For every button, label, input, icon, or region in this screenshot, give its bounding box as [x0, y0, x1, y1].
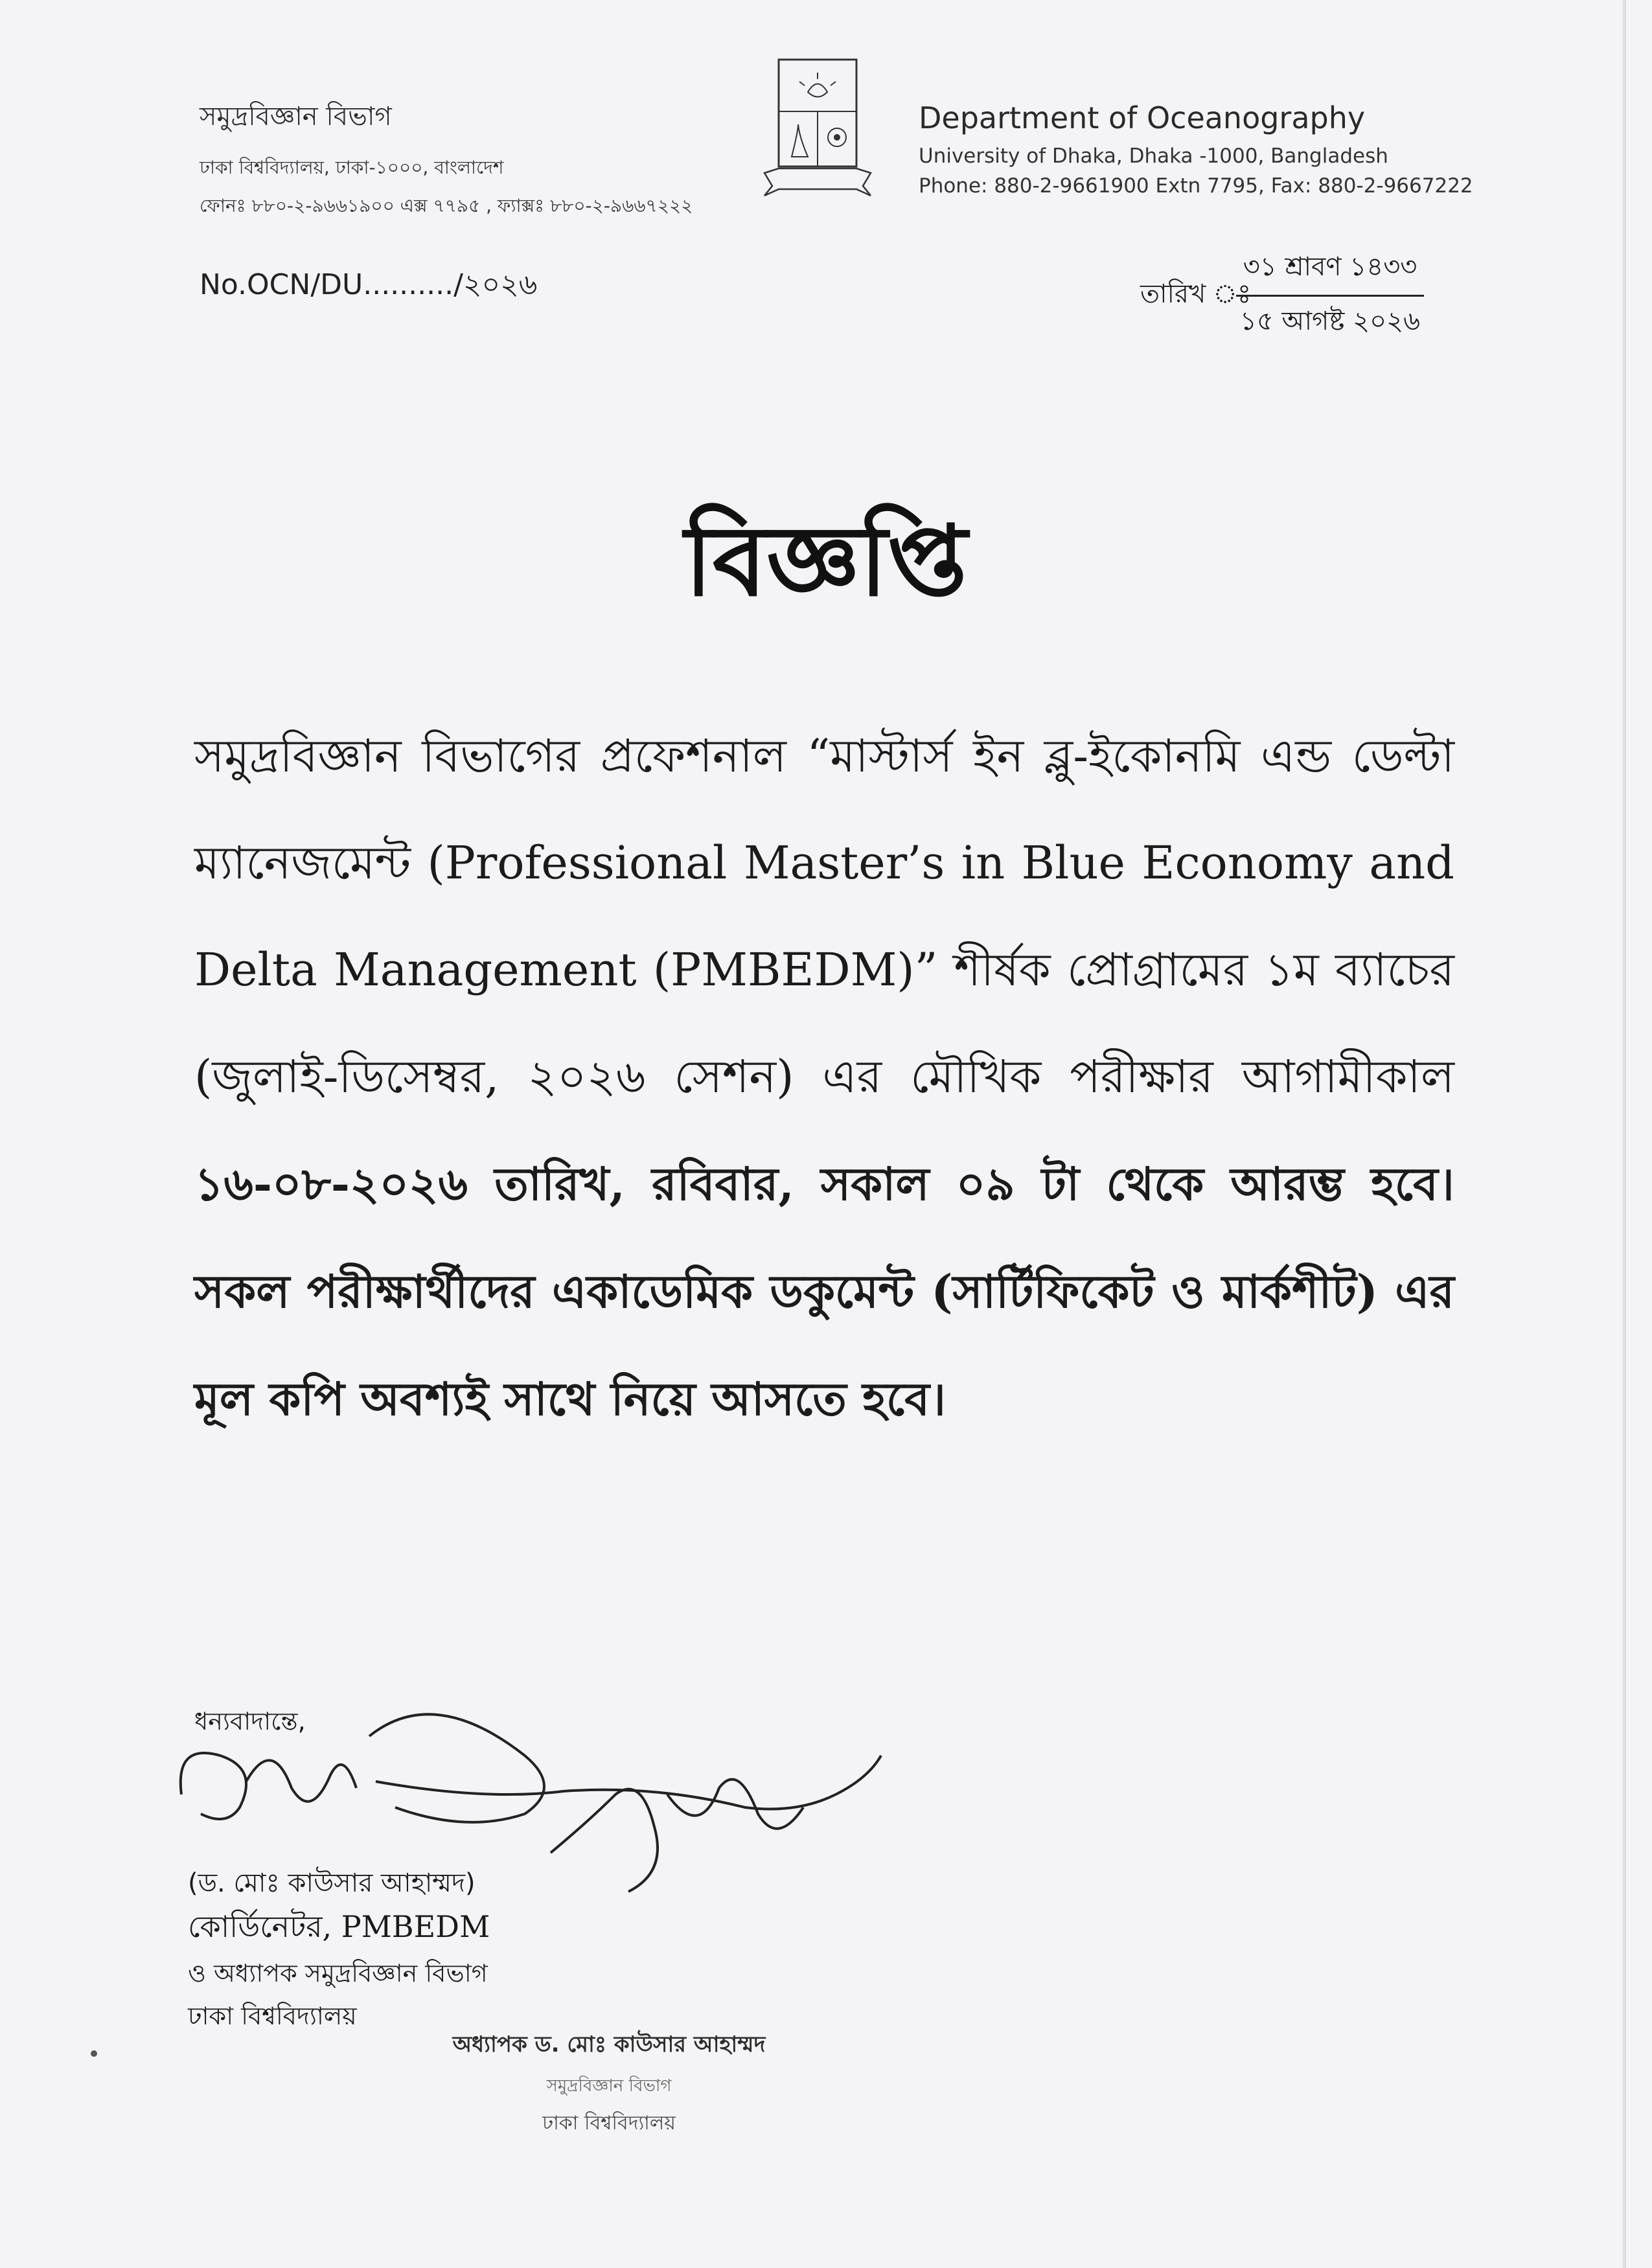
stamp-name: অধ্যাপক ড. মোঃ কাউসার আহাম্মদ — [452, 2032, 766, 2057]
english-calendar-date: ১৫ আগষ্ট ২০২৬ — [1239, 306, 1421, 336]
reference-number: No.OCN/DU........../২০২৬ — [200, 268, 538, 301]
address-bangla: ঢাকা বিশ্ববিদ্যালয়, ঢাকা-১০০০, বাংলাদেশ — [200, 157, 504, 178]
phone-bangla: ফোনঃ ৮৮০-২-৯৬৬১৯০০ এক্স ৭৭৯৫ , ফ্যাক্সঃ ৮৮০-২-৯৬৬৭২২২ — [200, 195, 693, 216]
notice-body — [194, 703, 1454, 1453]
signatory-university: ঢাকা বিশ্ববিদ্যালয় — [188, 2002, 357, 2030]
closing-thanks: ধন্যবাদান্তে, — [194, 1707, 306, 1735]
signatory-role: কোর্ডিনেটর, PMBEDM — [188, 1909, 490, 1944]
notice-body-text: সমুদ্রবিজ্ঞান বিভাগের প্রফেশনাল “মাস্টার্স ইন ব্লু-ইকোনমি এন্ড ডেল্টা ম্যানেজমেন্ট (Professional Master’s in Blue Economy and Delta Management (PMBEDM)” শীর্ষক প্রোগ্রামের ১ম ব্যাচের (জুলাই-ডিসেম্বর, ২০২৬ সেশন) এর মৌখিক পরীক্ষার আগামীকাল — [194, 729, 1454, 1103]
signatory-name: (ড. মোঃ কাউসার আহাম্মদ) — [188, 1868, 476, 1898]
date-label: তারিখ ঃ — [1140, 279, 1252, 309]
date-values — [1236, 245, 1424, 344]
header-left — [200, 96, 783, 222]
bangla-calendar-date: ৩১ শ্রাবণ ১৪৩৩ — [1236, 245, 1424, 297]
notice-title: বিজ্ঞপ্তি — [684, 505, 968, 618]
signatory-title: ও অধ্যাপক সমুদ্রবিজ্ঞান বিভাগ — [188, 1959, 488, 1987]
university-logo — [759, 53, 876, 202]
department-name-english: Department of Oceanography — [919, 100, 1366, 135]
scan-speck — [91, 2050, 97, 2057]
phone-english: Phone: 880-2-9661900 Extn 7795, Fax: 880-2-9667222 — [919, 174, 1473, 198]
header-right — [919, 100, 1599, 198]
date-block — [1140, 245, 1451, 336]
exam-date-and-instructions: ১৬-০৮-২০২৬ তারিখ, রবিবার, সকাল ০৯ টা থেকে আরম্ভ হবে। সকল পরীক্ষার্থীদের একাডেমিক ডকুমেন্ট (সার্টিফিকেট ও মার্কশীট) এর মূল কপি অবশ্যই সাথে নিয়ে আসতে হবে। — [194, 1157, 1454, 1426]
department-name-bangla: সমুদ্রবিজ্ঞান বিভাগ — [200, 102, 392, 132]
page-edge — [1622, 0, 1626, 2268]
address-english: University of Dhaka, Dhaka -1000, Bangladesh — [919, 144, 1388, 168]
official-stamp — [447, 2028, 771, 2140]
stamp-department: সমুদ্রবিজ্ঞান বিভাগ — [546, 2076, 672, 2096]
stamp-university: ঢাকা বিশ্ববিদ্যালয় — [542, 2112, 676, 2135]
